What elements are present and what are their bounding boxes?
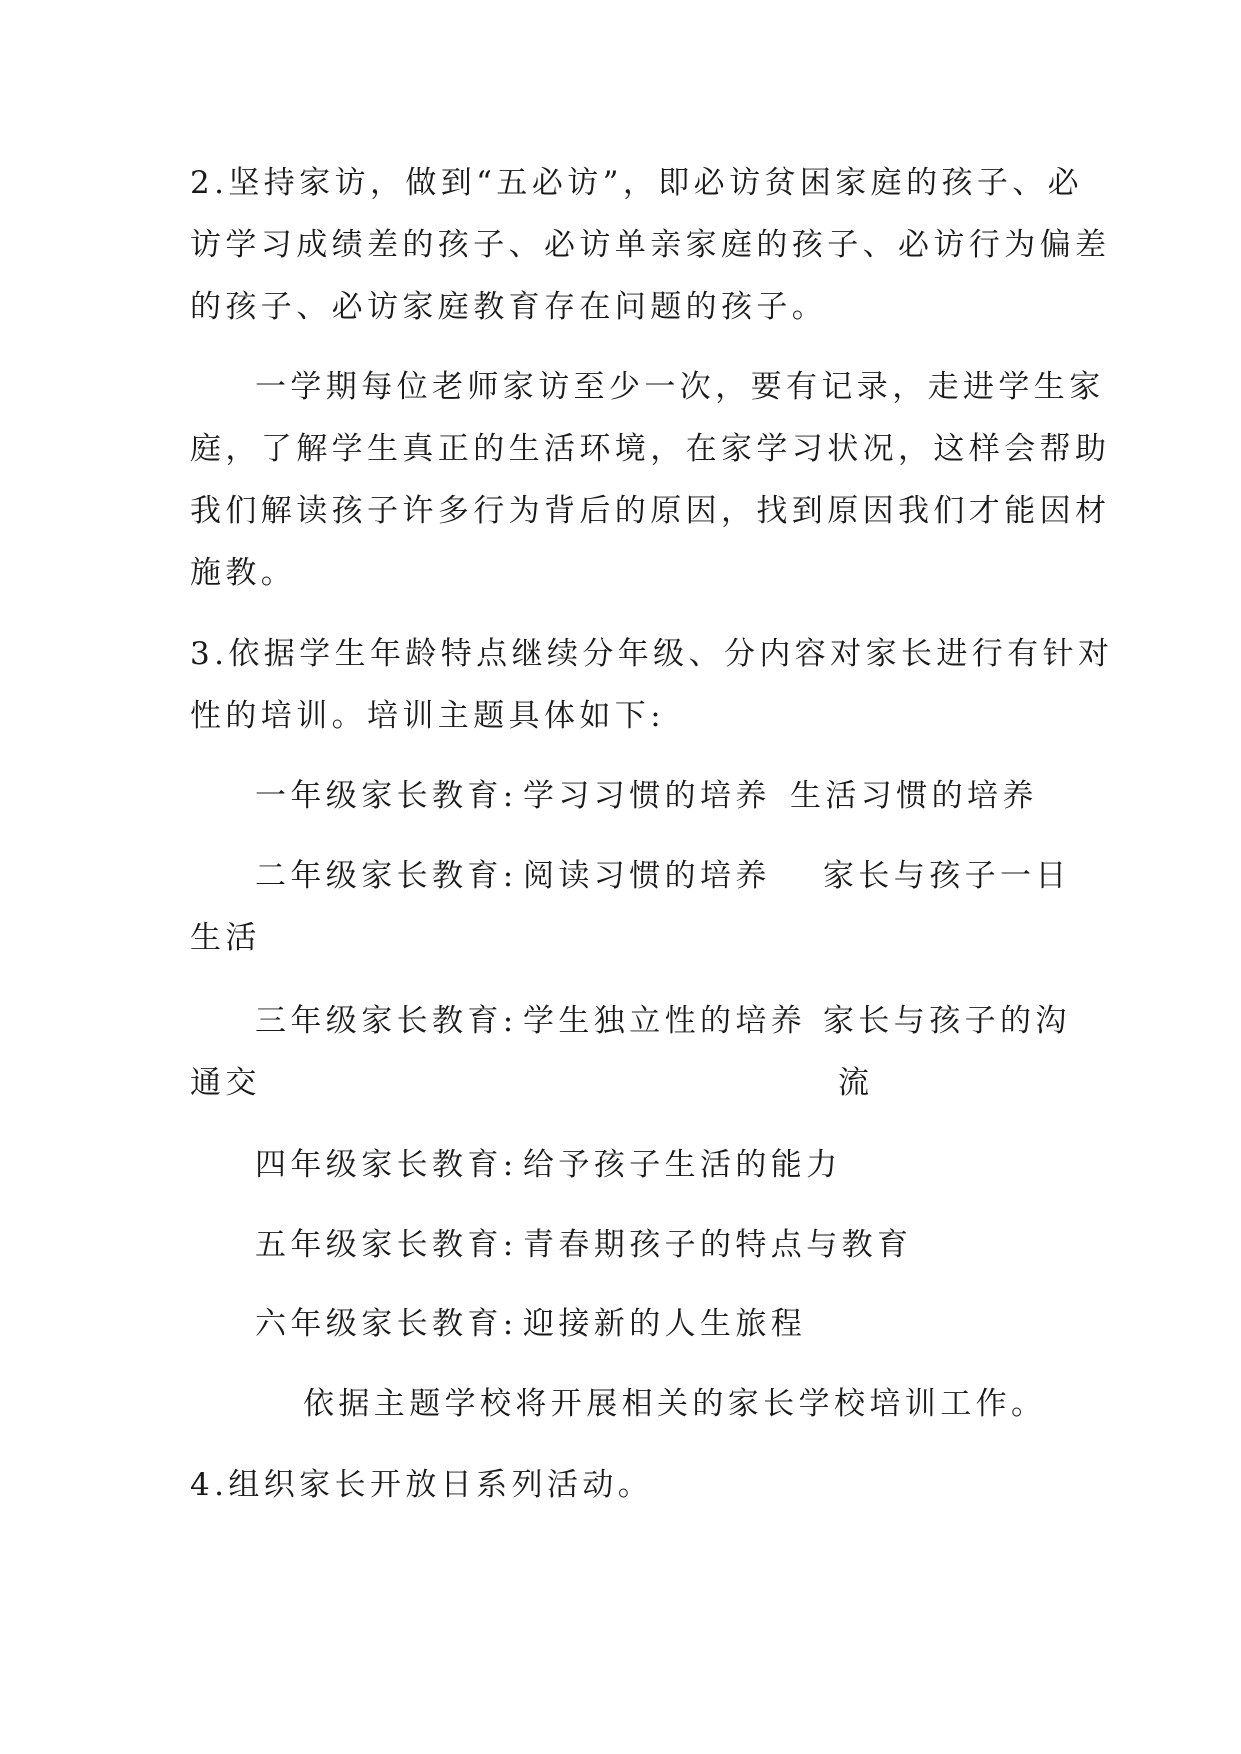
grade2-row [255,856,1071,896]
grade3-topic2-cont: 流 [838,1065,874,1101]
visit-para-line-1: 一学期每位老师家访至少一次，要有记录，走进学生家 [255,369,1105,405]
grade3-label: 三年级家长教育: [255,1003,518,1039]
grade6-row [255,1304,1055,1344]
grade5-topic1: 青春期孩子的特点与教育 [523,1227,913,1263]
item2-line-1: 2.坚持家访，做到“五必访”，即必访贫困家庭的孩子、必 [190,165,1084,201]
grade1-row [255,776,1055,816]
item2-line-3: 的孩子、必访家庭教育存在问题的孩子。 [190,289,828,325]
grade6-topic1: 迎接新的人生旅程 [523,1306,807,1342]
grade3-cont-row [190,1063,1050,1103]
grade1-label: 一年级家长教育: [255,778,518,814]
grade5-label: 五年级家长教育: [255,1227,518,1263]
grade2-label: 二年级家长教育: [255,858,518,894]
grade4-label: 四年级家长教育: [255,1147,518,1183]
grade4-row [255,1145,1055,1185]
grade2-topic1: 阅读习惯的培养 [523,858,771,894]
grade3-topic1: 学生独立性的培养 [523,1003,807,1039]
item3-line-1: 3.依据学生年龄特点继续分年级、分内容对家长进行有针对 [190,636,1114,672]
grade2-topic2-cont: 生活 [190,920,261,956]
visit-para-line-3: 我们解读孩子许多行为背后的原因，找到原因我们才能因材 [190,493,1111,529]
visit-para-line-4: 施教。 [190,555,297,591]
grade5-row [255,1225,1055,1265]
grade1-topic2: 生活习惯的培养 [790,778,1038,814]
item2-line-2: 访学习成绩差的孩子、必访单亲家庭的孩子、必访行为偏差 [190,227,1111,263]
item3-line-2: 性的培训。培训主题具体如下: [190,698,666,734]
grade2-topic2: 家长与孩子一日 [823,858,1071,894]
grade3-topic1-cont: 通交 [190,1065,261,1101]
grade3-row [255,1001,1071,1041]
grade1-topic1: 学习习惯的培养 [523,778,771,814]
grade3-topic2: 家长与孩子的沟 [823,1003,1071,1039]
item4-line: 4.组织家长开放日系列活动。 [190,1467,654,1503]
grade6-label: 六年级家长教育: [255,1306,518,1342]
closing-line: 依据主题学校将开展相关的家长学校培训工作。 [303,1386,1047,1422]
grade4-topic1: 给予孩子生活的能力 [523,1147,842,1183]
visit-para-line-2: 庭，了解学生真正的生活环境，在家学习状况，这样会帮助 [190,431,1111,467]
